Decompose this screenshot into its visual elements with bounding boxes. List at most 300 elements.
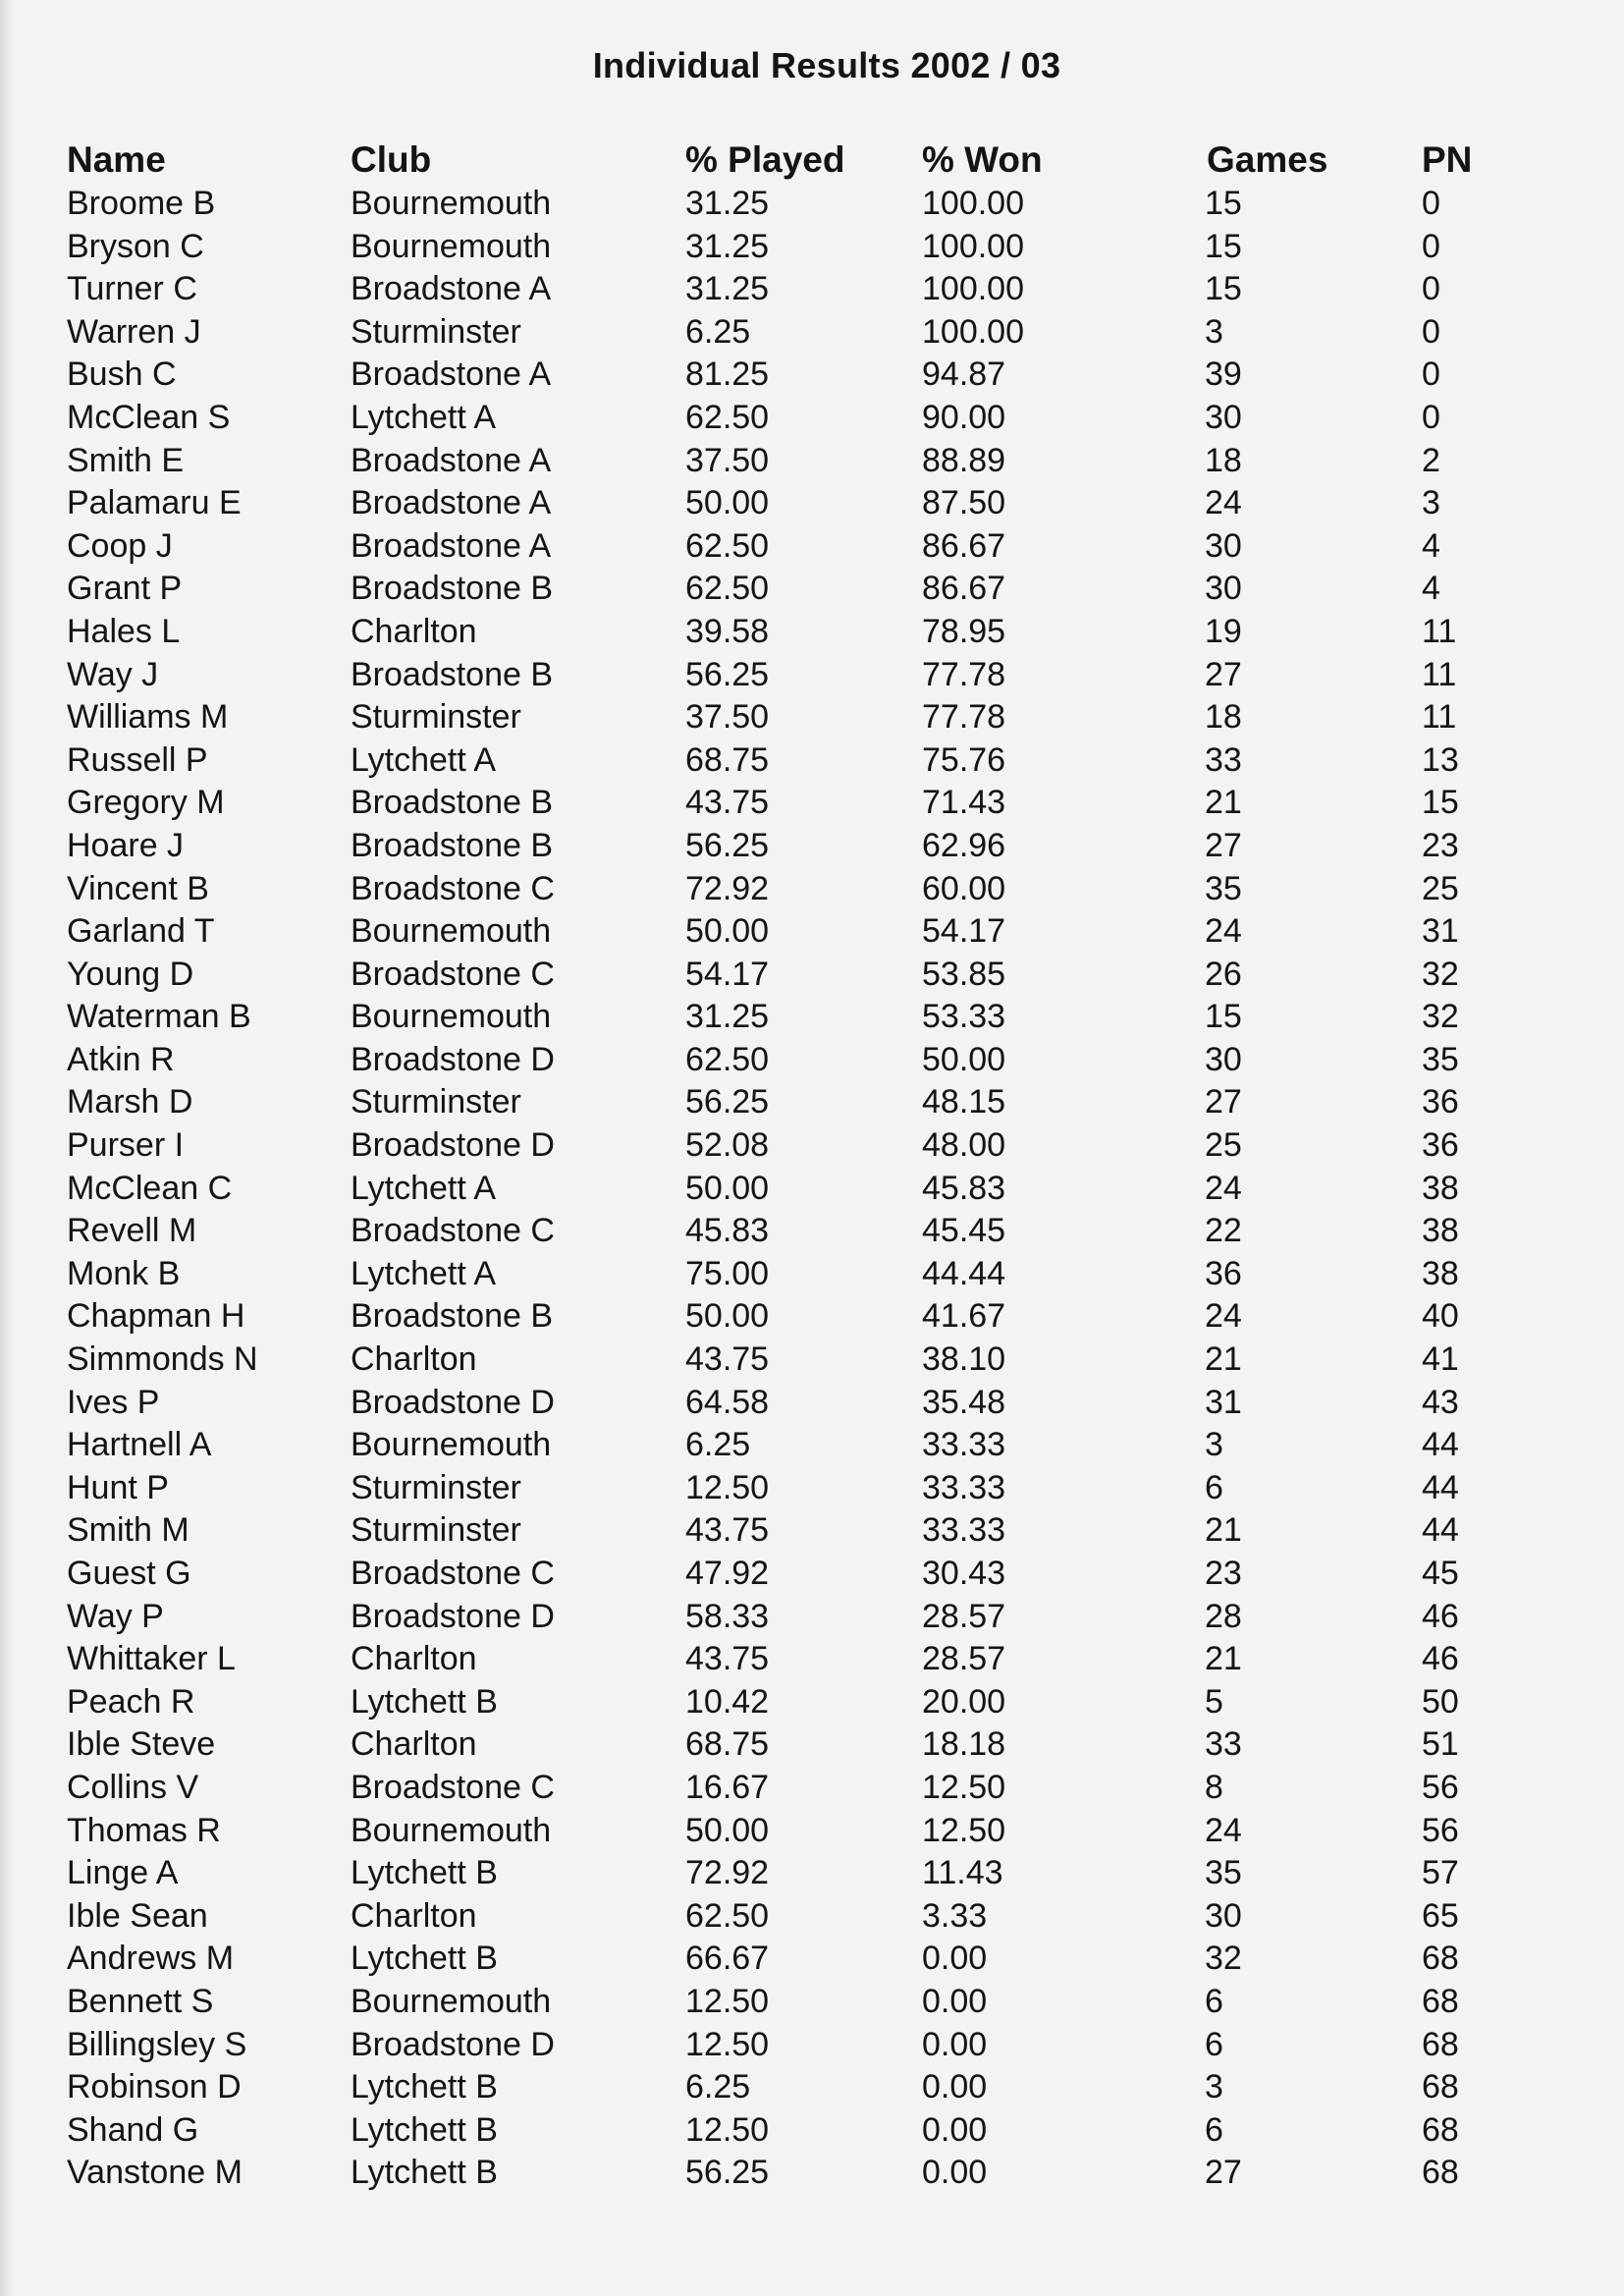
cell-games: 35 <box>1205 1854 1242 1892</box>
cell-played: 50.00 <box>685 1169 770 1207</box>
cell-played: 12.50 <box>685 1468 770 1506</box>
column-header-won: % Won <box>922 139 1043 180</box>
cell-won: 35.48 <box>922 1383 1006 1421</box>
cell-games: 15 <box>1205 998 1242 1036</box>
cell-name: Marsh D <box>67 1083 193 1121</box>
cell-pn: 15 <box>1422 784 1459 822</box>
cell-games: 23 <box>1205 1555 1242 1592</box>
cell-played: 12.50 <box>685 2110 770 2149</box>
page-edge-shadow <box>0 0 14 2296</box>
cell-games: 27 <box>1205 655 1242 693</box>
table-row <box>67 226 1490 269</box>
cell-played: 62.50 <box>685 570 770 608</box>
cell-pn: 25 <box>1422 869 1459 907</box>
cell-games: 15 <box>1205 185 1242 222</box>
table-row <box>67 440 1490 483</box>
cell-won: 60.00 <box>922 869 1006 907</box>
table-row <box>67 782 1490 825</box>
cell-club: Charlton <box>351 1896 477 1935</box>
cell-games: 5 <box>1205 1682 1223 1721</box>
cell-pn: 23 <box>1422 826 1459 864</box>
column-header-pn: PN <box>1422 139 1473 180</box>
cell-won: 45.83 <box>922 1169 1006 1207</box>
cell-games: 26 <box>1205 955 1242 993</box>
cell-played: 6.25 <box>685 2068 751 2106</box>
cell-pn: 13 <box>1422 740 1459 779</box>
cell-games: 27 <box>1205 2154 1242 2192</box>
cell-games: 39 <box>1205 355 1242 394</box>
cell-won: 50.00 <box>922 1040 1006 1078</box>
cell-name: Simmonds N <box>67 1340 258 1379</box>
cell-pn: 11 <box>1422 655 1457 693</box>
cell-played: 81.25 <box>685 355 770 394</box>
cell-won: 41.67 <box>922 1297 1006 1336</box>
column-header-games: Games <box>1207 139 1328 180</box>
cell-won: 0.00 <box>922 1940 988 1978</box>
table-row <box>67 1723 1490 1767</box>
cell-club: Bournemouth <box>351 1982 552 2020</box>
cell-name: Garland T <box>67 912 215 951</box>
cell-club: Broadstone A <box>351 270 552 308</box>
cell-games: 22 <box>1205 1212 1242 1250</box>
cell-club: Broadstone D <box>351 1383 555 1421</box>
cell-pn: 0 <box>1422 312 1440 351</box>
cell-name: Hales L <box>67 612 181 650</box>
cell-games: 3 <box>1205 1426 1223 1464</box>
cell-pn: 38 <box>1422 1212 1459 1250</box>
cell-club: Charlton <box>351 1340 477 1379</box>
cell-name: Hoare J <box>67 826 185 864</box>
cell-won: 0.00 <box>922 2110 988 2149</box>
cell-club: Bournemouth <box>351 1811 552 1849</box>
cell-pn: 44 <box>1422 1426 1459 1464</box>
cell-played: 12.50 <box>685 1982 770 2020</box>
cell-pn: 68 <box>1422 2068 1459 2106</box>
table-row <box>67 954 1490 997</box>
cell-played: 47.92 <box>685 1555 770 1592</box>
cell-pn: 65 <box>1422 1896 1459 1935</box>
cell-pn: 32 <box>1422 998 1459 1036</box>
cell-won: 86.67 <box>922 570 1006 608</box>
cell-won: 20.00 <box>922 1682 1006 1721</box>
cell-won: 0.00 <box>922 2025 988 2063</box>
table-row <box>67 739 1490 783</box>
cell-name: Smith E <box>67 441 185 479</box>
table-row <box>67 2066 1490 2109</box>
table-row <box>67 696 1490 739</box>
cell-games: 30 <box>1205 570 1242 608</box>
cell-won: 0.00 <box>922 2154 988 2192</box>
cell-club: Lytchett A <box>351 1169 497 1207</box>
cell-pn: 68 <box>1422 2110 1459 2149</box>
cell-club: Lytchett B <box>351 2110 498 2149</box>
cell-name: McClean S <box>67 398 231 436</box>
cell-won: 94.87 <box>922 355 1006 394</box>
cell-games: 21 <box>1205 1640 1242 1678</box>
cell-club: Lytchett B <box>351 1682 498 1721</box>
cell-club: Broadstone D <box>351 2025 555 2063</box>
cell-pn: 0 <box>1422 227 1440 265</box>
cell-won: 71.43 <box>922 784 1006 822</box>
cell-won: 45.45 <box>922 1212 1006 1250</box>
cell-won: 100.00 <box>922 227 1024 265</box>
table-row <box>67 1382 1490 1425</box>
cell-played: 50.00 <box>685 912 770 951</box>
table-body <box>67 183 1490 2195</box>
table-row <box>67 1852 1490 1895</box>
cell-games: 28 <box>1205 1597 1242 1635</box>
cell-club: Broadstone D <box>351 1597 555 1635</box>
cell-played: 31.25 <box>685 270 770 308</box>
cell-pn: 11 <box>1422 698 1457 737</box>
cell-name: Young D <box>67 955 194 993</box>
cell-club: Lytchett A <box>351 398 497 436</box>
cell-club: Broadstone B <box>351 1297 554 1336</box>
cell-won: 44.44 <box>922 1254 1006 1292</box>
cell-won: 88.89 <box>922 441 1006 479</box>
cell-name: Way P <box>67 1597 164 1635</box>
cell-played: 54.17 <box>685 955 770 993</box>
cell-pn: 0 <box>1422 398 1440 436</box>
table-row <box>67 2109 1490 2153</box>
cell-games: 15 <box>1205 270 1242 308</box>
cell-won: 11.43 <box>922 1854 1003 1892</box>
cell-played: 31.25 <box>685 998 770 1036</box>
cell-club: Broadstone D <box>351 1126 555 1165</box>
cell-name: Whittaker L <box>67 1640 236 1678</box>
cell-club: Sturminster <box>351 312 521 351</box>
cell-name: Bush C <box>67 355 177 394</box>
cell-games: 3 <box>1205 2068 1223 2106</box>
cell-club: Lytchett B <box>351 1854 498 1892</box>
results-table <box>67 136 1490 2195</box>
cell-games: 21 <box>1205 1511 1242 1550</box>
table-row <box>67 1467 1490 1510</box>
cell-won: 54.17 <box>922 912 1006 951</box>
cell-won: 3.33 <box>922 1896 988 1935</box>
cell-played: 62.50 <box>685 1896 770 1935</box>
cell-played: 31.25 <box>685 227 770 265</box>
table-row <box>67 482 1490 525</box>
table-row <box>67 868 1490 911</box>
cell-name: Vanstone M <box>67 2154 243 2192</box>
cell-won: 62.96 <box>922 826 1006 864</box>
table-row <box>67 611 1490 654</box>
cell-pn: 31 <box>1422 912 1459 951</box>
cell-played: 43.75 <box>685 1511 770 1550</box>
table-row <box>67 1253 1490 1296</box>
cell-played: 72.92 <box>685 1854 770 1892</box>
cell-pn: 2 <box>1422 441 1440 479</box>
table-row <box>67 1681 1490 1724</box>
cell-name: Grant P <box>67 570 183 608</box>
cell-won: 90.00 <box>922 398 1006 436</box>
cell-club: Broadstone C <box>351 1555 555 1592</box>
cell-pn: 56 <box>1422 1768 1459 1806</box>
cell-name: Hartnell A <box>67 1426 212 1464</box>
table-row <box>67 397 1490 440</box>
cell-games: 30 <box>1205 1896 1242 1935</box>
cell-won: 38.10 <box>922 1340 1006 1379</box>
cell-club: Bournemouth <box>351 227 552 265</box>
cell-games: 19 <box>1205 612 1242 650</box>
cell-won: 12.50 <box>922 1811 1006 1849</box>
cell-club: Sturminster <box>351 1468 521 1506</box>
cell-won: 33.33 <box>922 1468 1006 1506</box>
cell-club: Broadstone C <box>351 869 555 907</box>
cell-pn: 4 <box>1422 526 1440 565</box>
cell-club: Charlton <box>351 1725 477 1764</box>
cell-games: 6 <box>1205 1468 1223 1506</box>
cell-club: Sturminster <box>351 1083 521 1121</box>
cell-name: Palamaru E <box>67 484 242 522</box>
cell-won: 77.78 <box>922 655 1006 693</box>
cell-club: Charlton <box>351 612 477 650</box>
cell-won: 100.00 <box>922 270 1024 308</box>
cell-played: 50.00 <box>685 1297 770 1336</box>
table-row <box>67 825 1490 868</box>
cell-name: McClean C <box>67 1169 233 1207</box>
table-row <box>67 183 1490 226</box>
cell-name: Ives P <box>67 1383 160 1421</box>
cell-won: 53.85 <box>922 955 1006 993</box>
cell-won: 0.00 <box>922 1982 988 2020</box>
cell-club: Bournemouth <box>351 912 552 951</box>
cell-pn: 0 <box>1422 355 1440 394</box>
cell-pn: 36 <box>1422 1083 1459 1121</box>
cell-played: 43.75 <box>685 1640 770 1678</box>
cell-won: 86.67 <box>922 526 1006 565</box>
cell-pn: 68 <box>1422 2025 1459 2063</box>
cell-played: 56.25 <box>685 1083 770 1121</box>
cell-games: 33 <box>1205 740 1242 779</box>
table-row <box>67 1339 1490 1382</box>
cell-games: 18 <box>1205 698 1242 737</box>
cell-played: 39.58 <box>685 612 770 650</box>
cell-won: 48.15 <box>922 1083 1006 1121</box>
cell-games: 21 <box>1205 1340 1242 1379</box>
cell-name: Billingsley S <box>67 2025 247 2063</box>
cell-played: 50.00 <box>685 484 770 522</box>
cell-games: 21 <box>1205 784 1242 822</box>
cell-name: Coop J <box>67 526 173 565</box>
cell-won: 18.18 <box>922 1725 1006 1764</box>
table-header <box>67 136 1490 185</box>
cell-played: 43.75 <box>685 784 770 822</box>
cell-played: 10.42 <box>685 1682 770 1721</box>
cell-games: 36 <box>1205 1254 1242 1292</box>
cell-name: Shand G <box>67 2110 199 2149</box>
cell-won: 30.43 <box>922 1555 1006 1592</box>
cell-played: 75.00 <box>685 1254 770 1292</box>
cell-name: Andrews M <box>67 1940 235 1978</box>
column-header-club: Club <box>351 139 432 180</box>
cell-name: Vincent B <box>67 869 209 907</box>
cell-played: 12.50 <box>685 2025 770 2063</box>
cell-games: 30 <box>1205 398 1242 436</box>
cell-played: 62.50 <box>685 398 770 436</box>
cell-played: 6.25 <box>685 1426 751 1464</box>
cell-club: Broadstone D <box>351 1040 555 1078</box>
table-row <box>67 268 1490 311</box>
cell-name: Turner C <box>67 270 197 308</box>
table-row <box>67 654 1490 697</box>
cell-name: Gregory M <box>67 784 225 822</box>
table-row <box>67 1895 1490 1939</box>
cell-games: 24 <box>1205 1811 1242 1849</box>
cell-pn: 68 <box>1422 2154 1459 2192</box>
cell-played: 56.25 <box>685 655 770 693</box>
cell-name: Revell M <box>67 1212 197 1250</box>
cell-name: Chapman H <box>67 1297 245 1336</box>
cell-club: Bournemouth <box>351 185 552 222</box>
cell-won: 28.57 <box>922 1640 1006 1678</box>
cell-pn: 38 <box>1422 1169 1459 1207</box>
cell-name: Hunt P <box>67 1468 169 1506</box>
table-row <box>67 1596 1490 1639</box>
table-row <box>67 525 1490 569</box>
cell-name: Smith M <box>67 1511 189 1550</box>
cell-name: Way J <box>67 655 159 693</box>
cell-pn: 0 <box>1422 270 1440 308</box>
cell-club: Lytchett A <box>351 740 497 779</box>
cell-won: 87.50 <box>922 484 1006 522</box>
cell-pn: 51 <box>1422 1725 1459 1764</box>
cell-club: Broadstone B <box>351 655 554 693</box>
cell-games: 24 <box>1205 1169 1242 1207</box>
cell-games: 6 <box>1205 1982 1223 2020</box>
cell-club: Broadstone A <box>351 355 552 394</box>
table-row <box>67 1295 1490 1339</box>
cell-won: 75.76 <box>922 740 1006 779</box>
cell-pn: 46 <box>1422 1597 1459 1635</box>
cell-played: 66.67 <box>685 1940 770 1978</box>
cell-name: Bryson C <box>67 227 204 265</box>
cell-won: 100.00 <box>922 312 1024 351</box>
cell-pn: 40 <box>1422 1297 1459 1336</box>
table-row <box>67 996 1490 1039</box>
cell-played: 37.50 <box>685 441 770 479</box>
cell-name: Purser I <box>67 1126 185 1165</box>
cell-pn: 38 <box>1422 1254 1459 1292</box>
cell-name: Peach R <box>67 1682 195 1721</box>
cell-played: 52.08 <box>685 1126 770 1165</box>
table-row <box>67 311 1490 355</box>
cell-games: 8 <box>1205 1768 1223 1806</box>
cell-club: Sturminster <box>351 1511 521 1550</box>
cell-won: 48.00 <box>922 1126 1006 1165</box>
cell-club: Bournemouth <box>351 1426 552 1464</box>
cell-pn: 43 <box>1422 1383 1459 1421</box>
cell-name: Thomas R <box>67 1811 221 1849</box>
cell-name: Williams M <box>67 698 229 737</box>
cell-won: 28.57 <box>922 1597 1006 1635</box>
cell-club: Broadstone B <box>351 826 554 864</box>
table-row <box>67 1767 1490 1810</box>
table-row <box>67 1424 1490 1467</box>
cell-club: Broadstone B <box>351 784 554 822</box>
cell-club: Broadstone B <box>351 570 554 608</box>
cell-won: 77.78 <box>922 698 1006 737</box>
cell-name: Waterman B <box>67 998 251 1036</box>
cell-club: Broadstone A <box>351 441 552 479</box>
table-row <box>67 1981 1490 2024</box>
cell-games: 6 <box>1205 2025 1223 2063</box>
cell-name: Collins V <box>67 1768 199 1806</box>
cell-games: 31 <box>1205 1383 1242 1421</box>
table-row <box>67 1039 1490 1082</box>
cell-games: 24 <box>1205 1297 1242 1336</box>
cell-name: Robinson D <box>67 2068 242 2106</box>
cell-pn: 68 <box>1422 1982 1459 2020</box>
cell-games: 24 <box>1205 912 1242 951</box>
table-row <box>67 1810 1490 1853</box>
table-row <box>67 354 1490 397</box>
cell-pn: 44 <box>1422 1468 1459 1506</box>
cell-pn: 4 <box>1422 570 1440 608</box>
page-title: Individual Results 2002 / 03 <box>592 45 1061 85</box>
cell-pn: 44 <box>1422 1511 1459 1550</box>
cell-club: Broadstone C <box>351 955 555 993</box>
cell-name: Ible Steve <box>67 1725 216 1764</box>
table-row <box>67 568 1490 611</box>
cell-played: 72.92 <box>685 869 770 907</box>
cell-games: 24 <box>1205 484 1242 522</box>
cell-played: 64.58 <box>685 1383 770 1421</box>
cell-won: 0.00 <box>922 2068 988 2106</box>
cell-club: Lytchett B <box>351 2154 498 2192</box>
cell-won: 12.50 <box>922 1768 1006 1806</box>
cell-games: 35 <box>1205 869 1242 907</box>
cell-games: 30 <box>1205 526 1242 565</box>
cell-pn: 0 <box>1422 185 1440 222</box>
table-row <box>67 1081 1490 1124</box>
cell-club: Lytchett B <box>351 1940 498 1978</box>
table-row <box>67 1553 1490 1596</box>
cell-played: 58.33 <box>685 1597 770 1635</box>
cell-club: Lytchett A <box>351 1254 497 1292</box>
table-row <box>67 910 1490 954</box>
cell-games: 18 <box>1205 441 1242 479</box>
cell-club: Sturminster <box>351 698 521 737</box>
cell-pn: 3 <box>1422 484 1440 522</box>
cell-games: 30 <box>1205 1040 1242 1078</box>
cell-played: 50.00 <box>685 1811 770 1849</box>
cell-won: 33.33 <box>922 1511 1006 1550</box>
cell-club: Broadstone A <box>351 526 552 565</box>
cell-played: 37.50 <box>685 698 770 737</box>
cell-won: 78.95 <box>922 612 1006 650</box>
table-row <box>67 1509 1490 1553</box>
cell-name: Linge A <box>67 1854 179 1892</box>
cell-games: 3 <box>1205 312 1223 351</box>
cell-club: Lytchett B <box>351 2068 498 2106</box>
cell-played: 68.75 <box>685 740 770 779</box>
cell-played: 62.50 <box>685 526 770 565</box>
cell-pn: 41 <box>1422 1340 1459 1379</box>
cell-played: 16.67 <box>685 1768 770 1806</box>
cell-pn: 57 <box>1422 1854 1459 1892</box>
table-row <box>67 1638 1490 1681</box>
cell-played: 6.25 <box>685 312 751 351</box>
cell-games: 27 <box>1205 1083 1242 1121</box>
cell-name: Broome B <box>67 185 216 222</box>
cell-played: 43.75 <box>685 1340 770 1379</box>
cell-played: 62.50 <box>685 1040 770 1078</box>
cell-club: Broadstone C <box>351 1768 555 1806</box>
cell-played: 68.75 <box>685 1725 770 1764</box>
cell-pn: 45 <box>1422 1555 1459 1592</box>
